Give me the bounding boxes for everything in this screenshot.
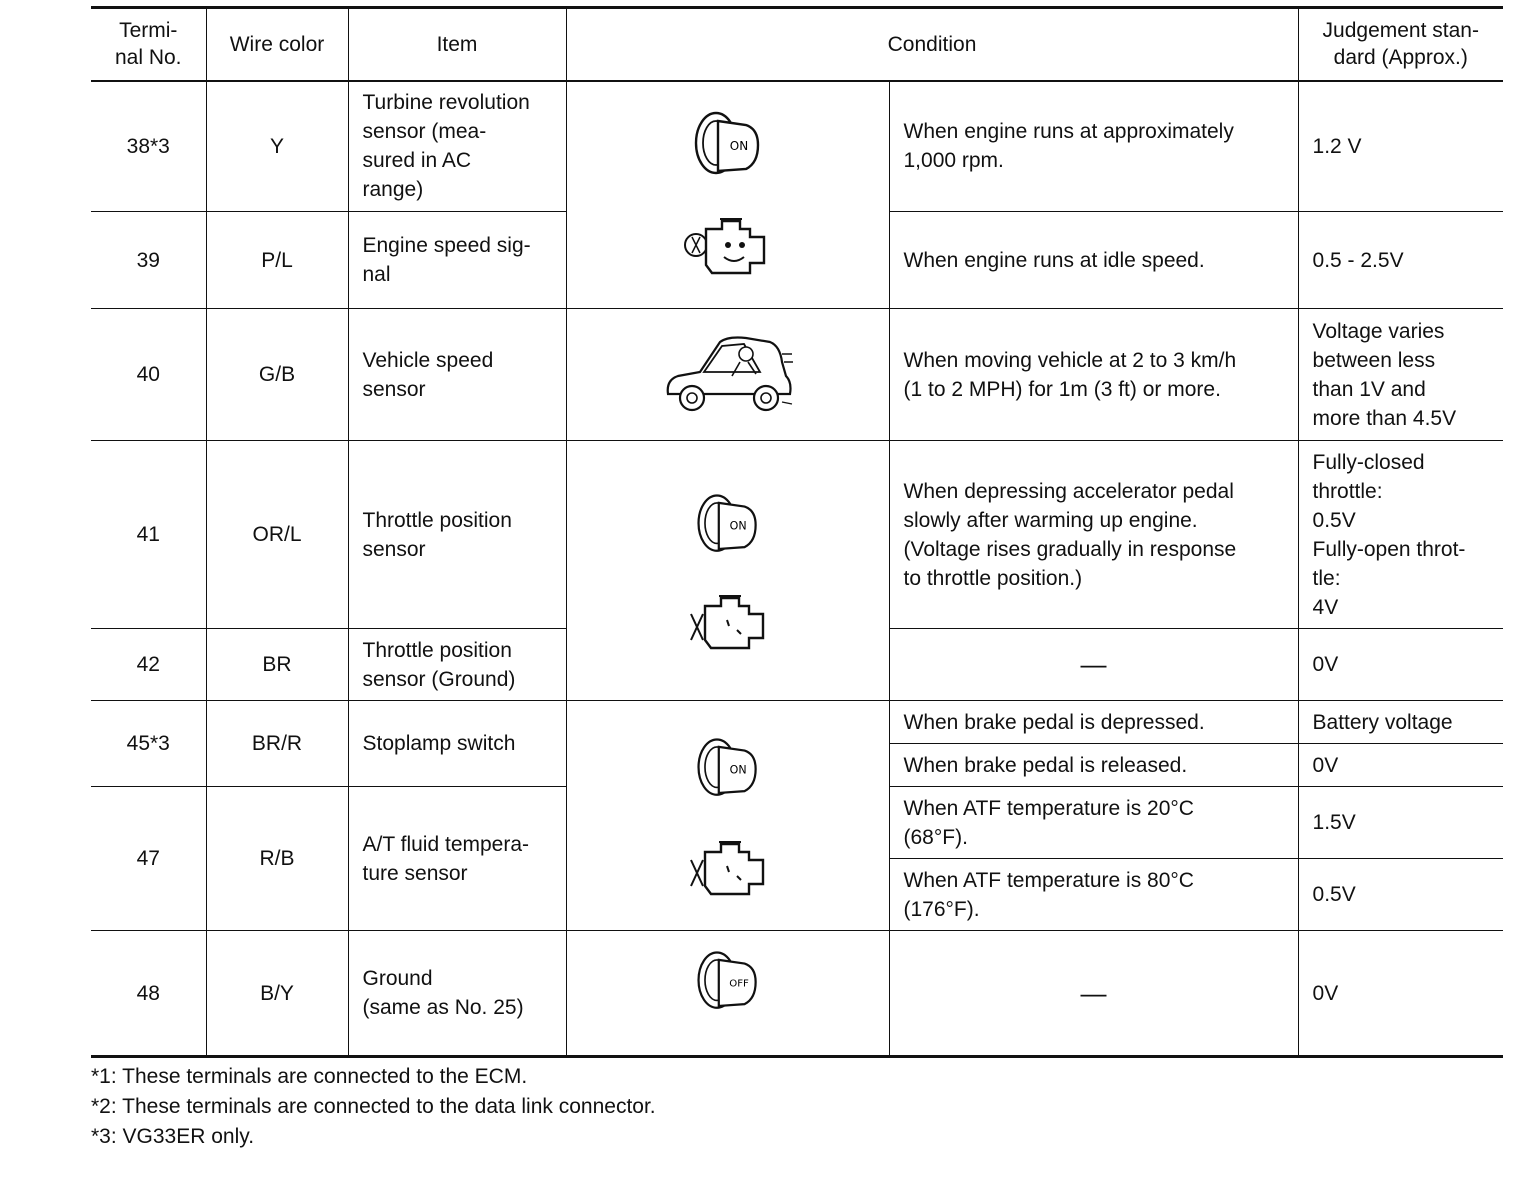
- terminal-no: 42: [91, 629, 206, 701]
- table-header-row: [91, 8, 1503, 81]
- footnotes: [91, 1062, 656, 1152]
- condition-text: —: [889, 629, 1298, 701]
- terminal-spec-table: [91, 6, 1503, 1058]
- condition-text: When moving vehicle at 2 to 3 km/h (1 to 2 MPH) for 1m (3 ft) or more.: [889, 309, 1298, 441]
- footnote: *2: These terminals are connected to the data link connector.: [91, 1095, 656, 1118]
- item-name: Stoplamp switch: [348, 701, 566, 787]
- table-row: [91, 931, 1503, 1057]
- wire-color: R/B: [206, 787, 348, 931]
- condition-text: When engine runs at idle speed.: [889, 212, 1298, 309]
- footnote: *3: VG33ER only.: [91, 1125, 255, 1148]
- svg-text:ON: ON: [729, 519, 747, 533]
- car-driving-icon: [662, 332, 794, 418]
- svg-text:ON: ON: [729, 138, 748, 153]
- judgement-value: 0V: [1298, 931, 1503, 1057]
- condition-icons: [566, 309, 889, 441]
- svg-text:ON: ON: [729, 763, 747, 777]
- wire-color: P/L: [206, 212, 348, 309]
- svg-text:OFF: OFF: [728, 978, 749, 990]
- table-row: [91, 81, 1503, 212]
- judgement-value: 1.5V: [1298, 787, 1503, 859]
- condition-text: When ATF temperature is 80°C (176°F).: [889, 859, 1298, 931]
- judgement-value: 0V: [1298, 744, 1503, 787]
- engine-running-icon: [682, 209, 774, 283]
- item-name: Throttle position sensor: [348, 441, 566, 629]
- judgement-value: Voltage varies between less than 1V and more than 4.5V: [1298, 309, 1503, 441]
- item-name: Turbine revolution sensor (mea- sured in AC range): [348, 81, 566, 212]
- wire-color: OR/L: [206, 441, 348, 629]
- engine-stopped-icon: [683, 836, 773, 898]
- ignition-key-on-icon: [692, 734, 764, 804]
- condition-text: When brake pedal is released.: [889, 744, 1298, 787]
- condition-text: —: [889, 931, 1298, 1057]
- engine-stopped-icon: [683, 590, 773, 652]
- ignition-key-off-icon: [692, 947, 764, 1017]
- judgement-value: 0.5V: [1298, 859, 1503, 931]
- terminal-no: 47: [91, 787, 206, 931]
- judgement-value: Fully-closed throttle: 0.5V Fully-open throt- tle: 4V: [1298, 441, 1503, 629]
- terminal-no: 48: [91, 931, 206, 1057]
- footnote: *1: These terminals are connected to the ECM.: [91, 1065, 528, 1088]
- terminal-no: 41: [91, 441, 206, 629]
- terminal-no: 39: [91, 212, 206, 309]
- wire-color: BR: [206, 629, 348, 701]
- terminal-no: 38*3: [91, 81, 206, 212]
- terminal-no: 40: [91, 309, 206, 441]
- condition-icons: [566, 701, 889, 931]
- wire-color: G/B: [206, 309, 348, 441]
- header-terminal-no: Termi- nal No.: [91, 8, 206, 81]
- item-name: Engine speed sig- nal: [348, 212, 566, 309]
- item-name: Ground (same as No. 25): [348, 931, 566, 1057]
- wire-color: B/Y: [206, 931, 348, 1057]
- judgement-value: Battery voltage: [1298, 701, 1503, 744]
- condition-text: When depressing accelerator pedal slowly after warming up engine. (Voltage rises gradually in response to throttle position.): [889, 441, 1298, 629]
- header-wire-color: Wire color: [206, 8, 348, 81]
- condition-icons: [566, 441, 889, 701]
- ignition-key-on-icon: [692, 490, 764, 560]
- item-name: A/T fluid tempera- ture sensor: [348, 787, 566, 931]
- item-name: Throttle position sensor (Ground): [348, 629, 566, 701]
- condition-icons: [566, 81, 889, 309]
- wire-color: Y: [206, 81, 348, 212]
- table-row: [91, 701, 1503, 744]
- condition-icons: [566, 931, 889, 1057]
- judgement-value: 1.2 V: [1298, 81, 1503, 212]
- header-item: Item: [348, 8, 566, 81]
- wire-color: BR/R: [206, 701, 348, 787]
- condition-text: When ATF temperature is 20°C (68°F).: [889, 787, 1298, 859]
- table-row: [91, 441, 1503, 629]
- condition-text: When engine runs at approximately 1,000 rpm.: [889, 81, 1298, 212]
- judgement-value: 0V: [1298, 629, 1503, 701]
- header-condition: Condition: [566, 8, 1298, 81]
- item-name: Vehicle speed sensor: [348, 309, 566, 441]
- ignition-key-on-icon: [692, 107, 764, 183]
- header-judgement-standard: Judgement stan- dard (Approx.): [1298, 8, 1503, 81]
- judgement-value: 0.5 - 2.5V: [1298, 212, 1503, 309]
- condition-text: When brake pedal is depressed.: [889, 701, 1298, 744]
- table-row: [91, 309, 1503, 441]
- terminal-no: 45*3: [91, 701, 206, 787]
